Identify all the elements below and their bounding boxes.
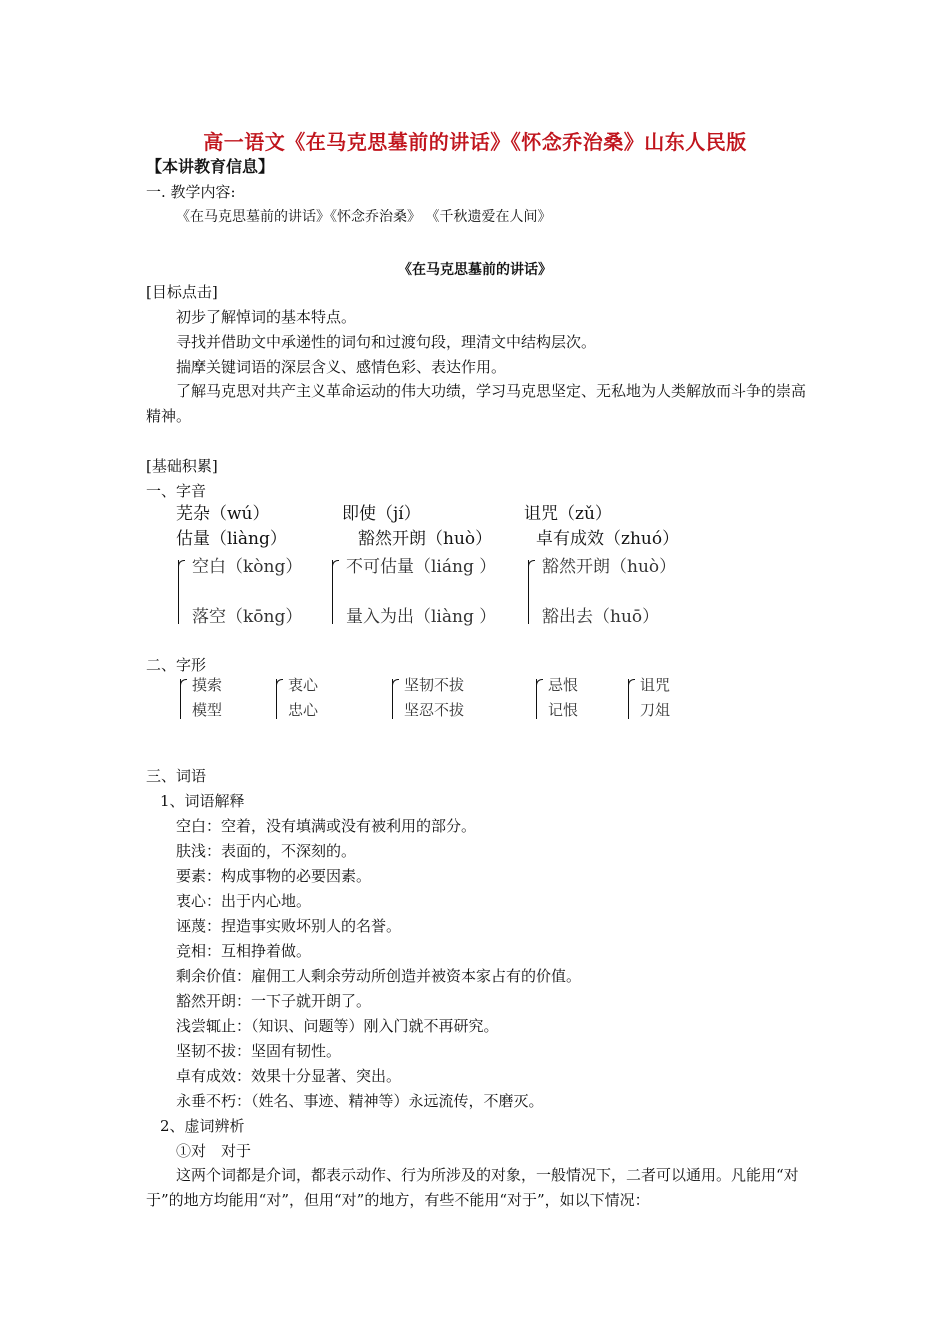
goal-item: 寻找并借助文中承递性的词句和过渡句段，理清文中结构层次。: [176, 333, 597, 351]
brace: [392, 679, 401, 719]
brace: [628, 679, 637, 719]
definition-item: 肤浅：表面的，不深刻的。: [176, 842, 357, 860]
definition-item: 豁然开朗：一下子就开朗了。: [176, 992, 372, 1010]
lesson-title: 《在马克思墓前的讲话》: [398, 262, 552, 278]
section-header: 【本讲教育信息】: [146, 157, 275, 176]
pronunciation-item: 不可估量（liáng ）: [346, 557, 497, 577]
brace: [276, 679, 285, 719]
form-item: 刀俎: [640, 701, 671, 719]
pronunciation-item: 估量（liàng）: [176, 529, 287, 549]
pronunciation-item: 芜杂（wú）: [176, 504, 270, 524]
content-texts: 《在马克思墓前的讲话》《怀念乔治桑》 《千秋遗爱在人间》: [176, 209, 552, 225]
goal-item: 初步了解悼词的基本特点。: [176, 308, 357, 326]
content-heading: 一. 教学内容:: [146, 183, 236, 201]
pronunciation-item: 量入为出（liàng ）: [346, 607, 497, 627]
definition-item: 衷心：出于内心地。: [176, 892, 312, 910]
definition-item: 卓有成效：效果十分显著、突出。: [176, 1067, 402, 1085]
definition-item: 坚韧不拔：坚固有韧性。: [176, 1042, 342, 1060]
goal-item: 了解马克思对共产主义革命运动的伟大功绩，学习马克思坚定、无私地为人类解放而斗争的崇高精神。: [146, 382, 807, 425]
word-pair: ①对 对于: [176, 1142, 252, 1160]
form-item: 忌恨: [548, 676, 579, 694]
definition-item: 竞相：互相挣着做。: [176, 942, 312, 960]
form-item: 坚韧不拔: [404, 676, 465, 694]
form-item: 坚忍不拔: [404, 701, 465, 719]
words-subheading: 1、词语解释: [160, 792, 245, 810]
form-item: 摸索: [192, 676, 223, 694]
paragraph: 这两个词都是介词，都表示动作、行为所涉及的对象，一般情况下，二者可以通用。凡能用“对于”的地方均能用“对”，但用“对”的地方，有些不能用“对于”，如以下情况：: [146, 1166, 799, 1209]
brace: [180, 679, 189, 719]
brace: [536, 679, 545, 719]
basics-heading: [基础积累]: [146, 457, 218, 475]
form-item: 诅咒: [640, 676, 671, 694]
brace: [528, 560, 537, 624]
form-item: 模型: [192, 701, 223, 719]
brace: [332, 560, 341, 624]
definition-item: 剩余价值：雇佣工人剩余劳动所创造并被资本家占有的价值。: [176, 967, 582, 985]
pronunciation-item: 豁然开朗（huò）: [542, 557, 677, 577]
pronunciation-item: 落空（kōng）: [192, 607, 303, 627]
definition-item: 空白：空着，没有填满或没有被利用的部分。: [176, 817, 477, 835]
pronunciation-heading: 一、字音: [146, 482, 207, 500]
goals-heading: [目标点击]: [146, 283, 218, 301]
pronunciation-item: 诅咒（zǔ）: [524, 504, 612, 524]
words-subheading: 2、虚词辨析: [160, 1117, 245, 1135]
pronunciation-item: 即使（jí）: [342, 504, 421, 524]
brace: [178, 560, 187, 624]
definition-item: 要素：构成事物的必要因素。: [176, 867, 372, 885]
pronunciation-item: 豁然开朗（huò）: [358, 529, 493, 549]
pronunciation-item: 空白（kòng）: [192, 557, 303, 577]
words-heading: 三、词语: [146, 767, 207, 785]
pronunciation-item: 卓有成效（zhuó）: [536, 529, 680, 549]
forms-heading: 二、字形: [146, 656, 207, 674]
pronunciation-item: 豁出去（huō）: [542, 607, 660, 627]
goal-item: 揣摩关键词语的深层含义、感情色彩、表达作用。: [176, 358, 507, 376]
definition-item: 浅尝辄止：（知识、问题等）刚入门就不再研究。: [176, 1017, 499, 1035]
form-item: 忠心: [288, 701, 319, 719]
definition-item: 诬蔑：捏造事实败坏别人的名誉。: [176, 917, 402, 935]
form-item: 衷心: [288, 676, 319, 694]
definition-item: 永垂不朽：（姓名、事迹、精神等）永远流传，不磨灭。: [176, 1092, 544, 1110]
document-title: 高一语文《在马克思墓前的讲话》《怀念乔治桑》山东人民版: [203, 130, 747, 154]
form-item: 记恨: [548, 701, 579, 719]
